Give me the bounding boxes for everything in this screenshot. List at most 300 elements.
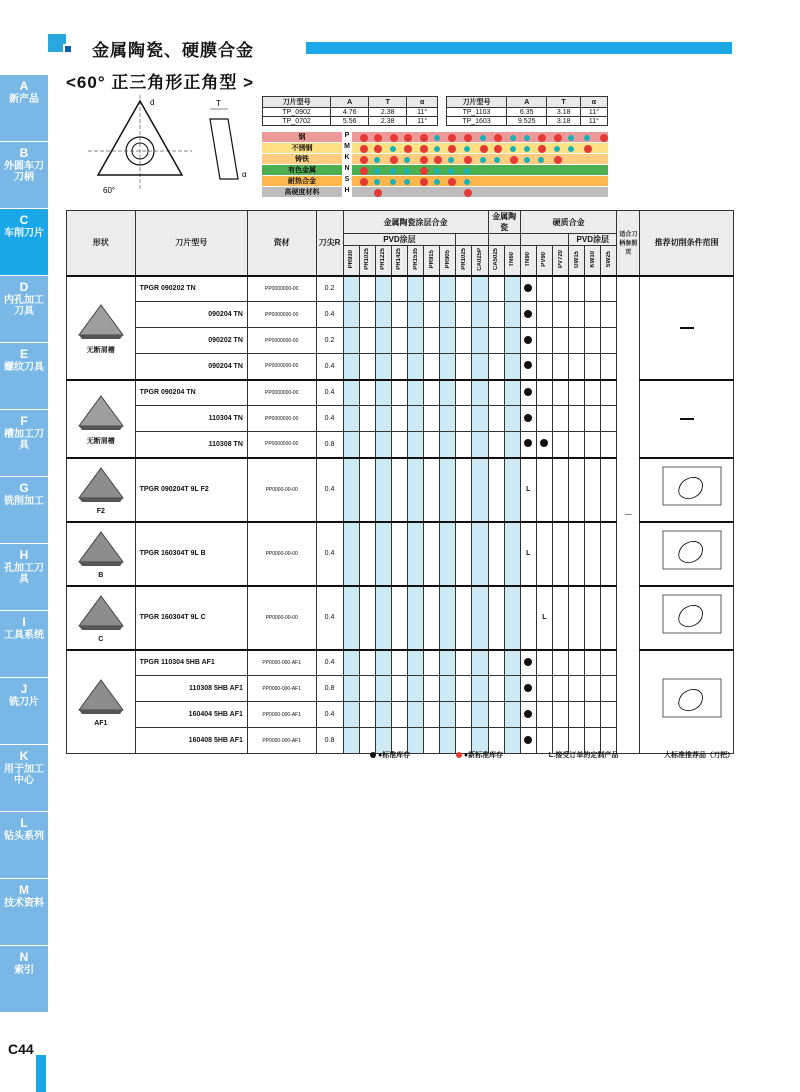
- suitability-teal-dot-icon: [404, 157, 410, 163]
- grade-header: [456, 246, 472, 276]
- grade-cell: [520, 702, 536, 728]
- insert-chip-icon: [76, 464, 126, 504]
- cutting-range-chart-icon: [649, 591, 725, 643]
- grade-cell: [407, 522, 423, 586]
- grade-cell: [569, 522, 585, 586]
- stock-dot-icon: [524, 388, 532, 396]
- grade-cell: [407, 302, 423, 328]
- chapter-tab-letter: D: [19, 280, 29, 294]
- chapter-tab-label: 内孔加工刀具: [4, 295, 44, 317]
- grade-header: [359, 246, 375, 276]
- header-group-cermet2: 金属陶瓷: [488, 211, 520, 234]
- chapter-tab-e[interactable]: [0, 343, 48, 410]
- model-cell: TPGR 090204T 9L F2: [135, 458, 247, 522]
- grade-cell: [569, 702, 585, 728]
- suitability-red-dot-icon: [360, 156, 368, 164]
- model-cell: TPGR 090202 TN: [135, 276, 247, 302]
- grade-cell: [601, 458, 617, 522]
- grade-cell: L: [520, 522, 536, 586]
- header-carbide-blank: [520, 234, 568, 246]
- grade-cell: [375, 522, 391, 586]
- chapter-tab-letter: M: [19, 883, 29, 897]
- grade-cell: [472, 650, 488, 676]
- grade-cell: [552, 354, 568, 380]
- grade-cell: [585, 458, 601, 522]
- suitability-teal-dot-icon: [524, 146, 530, 152]
- grade-cell: [552, 650, 568, 676]
- legend: [370, 750, 734, 760]
- chapter-tab-i[interactable]: [0, 611, 48, 678]
- chapter-tab-c[interactable]: [0, 209, 48, 276]
- suitability-teal-dot-icon: [374, 179, 380, 185]
- grade-label: CA5025: [493, 248, 500, 271]
- grade-label: PR1425: [396, 248, 403, 271]
- grade-cell: [504, 432, 520, 458]
- dims-header-cell: 刀片型号: [447, 97, 507, 108]
- chapter-tab-label: 槽加工刀具: [4, 429, 44, 451]
- suitability-teal-dot-icon: [390, 146, 396, 152]
- grade-header: [440, 246, 456, 276]
- grade-cell: [407, 380, 423, 406]
- radius-cell: 0.4: [316, 354, 343, 380]
- grade-cell: [440, 458, 456, 522]
- grade-cell: [359, 522, 375, 586]
- suitability-teal-dot-icon: [448, 168, 454, 174]
- grade-cell: [520, 676, 536, 702]
- material-band: [262, 154, 608, 165]
- grade-cell: [488, 380, 504, 406]
- suitability-red-dot-icon: [390, 134, 398, 142]
- grade-header: [536, 246, 552, 276]
- insert-chip-icon: [76, 676, 126, 716]
- suitability-red-dot-icon: [374, 134, 382, 142]
- suitability-red-dot-icon: [374, 189, 382, 197]
- grade-cell: [424, 522, 440, 586]
- suitability-red-dot-icon: [494, 145, 502, 153]
- suitability-teal-dot-icon: [480, 157, 486, 163]
- suitability-red-dot-icon: [510, 156, 518, 164]
- grade-cell: [424, 380, 440, 406]
- suitability-teal-dot-icon: [464, 146, 470, 152]
- stock-dot-icon: [524, 336, 532, 344]
- grade-cell: [456, 702, 472, 728]
- grade-cell: [343, 458, 359, 522]
- dims-header-cell: T: [547, 97, 580, 108]
- suitability-teal-dot-icon: [464, 179, 470, 185]
- grade-cell: [552, 522, 568, 586]
- header-model: 刀片型号: [135, 211, 247, 276]
- model-cell: 160408 5HB AF1: [135, 728, 247, 754]
- grade-cell: [343, 276, 359, 302]
- grade-cell: [343, 432, 359, 458]
- suitability-red-dot-icon: [420, 134, 428, 142]
- stock-dot-icon: [524, 710, 532, 718]
- dims-header-cell: α: [580, 97, 607, 108]
- grade-cell: [456, 380, 472, 406]
- chapter-tab-b[interactable]: [0, 142, 48, 209]
- t-label: T: [216, 99, 221, 108]
- suitability-red-dot-icon: [448, 145, 456, 153]
- grade-cell: [375, 354, 391, 380]
- grade-cell: [488, 354, 504, 380]
- grade-header: [504, 246, 520, 276]
- suitability-teal-dot-icon: [510, 146, 516, 152]
- grade-cell: [504, 586, 520, 650]
- stock-dot-icon: [524, 684, 532, 692]
- grade-label: GW15: [573, 250, 580, 268]
- grade-cell: [520, 328, 536, 354]
- insert-chip-icon: [76, 392, 126, 432]
- grade-cell: [359, 406, 375, 432]
- grade-cell: [569, 354, 585, 380]
- grade-cell: [552, 432, 568, 458]
- grade-cell: [472, 302, 488, 328]
- grade-cell: [359, 380, 375, 406]
- model-cell: TPGR 110304 5HB AF1: [135, 650, 247, 676]
- suitability-red-dot-icon: [464, 189, 472, 197]
- material-name: 铸铁: [295, 156, 309, 163]
- grade-cell: [424, 676, 440, 702]
- dims-cell: 6.35: [507, 108, 547, 117]
- grade-header: [552, 246, 568, 276]
- legend-new: ●新标准库存: [456, 750, 503, 760]
- chart-cell: [640, 380, 734, 458]
- grade-cell: [585, 328, 601, 354]
- header-pvd-blank: [456, 234, 488, 246]
- suitability-red-dot-icon: [404, 134, 412, 142]
- adapter-value: —: [624, 511, 632, 519]
- grade-cell: [552, 406, 568, 432]
- model-cell: 160404 5HB AF1: [135, 702, 247, 728]
- dims-row: [447, 117, 608, 126]
- code-cell: PP0000000-00: [247, 406, 316, 432]
- suitability-teal-dot-icon: [448, 157, 454, 163]
- header-pvd: PVD涂层: [343, 234, 456, 246]
- no-chart-dash-icon: [680, 327, 694, 329]
- chapter-tab-d[interactable]: [0, 276, 48, 343]
- chapter-tab-g[interactable]: [0, 477, 48, 544]
- grade-cell: [456, 302, 472, 328]
- grade-cell: [424, 354, 440, 380]
- grade-cell: [359, 328, 375, 354]
- shape-label: C: [98, 636, 104, 643]
- grade-cell: [520, 586, 536, 650]
- radius-cell: 0.4: [316, 406, 343, 432]
- radius-cell: 0.2: [316, 276, 343, 302]
- suitability-red-dot-icon: [360, 167, 368, 175]
- dims-cell: 2.38: [369, 117, 407, 126]
- grade-cell: [601, 586, 617, 650]
- radius-cell: 0.4: [316, 380, 343, 406]
- grade-cell: [585, 302, 601, 328]
- grade-cell: [504, 328, 520, 354]
- suitability-teal-dot-icon: [434, 135, 440, 141]
- grade-cell: [343, 586, 359, 650]
- suitability-teal-dot-icon: [568, 135, 574, 141]
- header-radius: 刀尖R: [316, 211, 343, 276]
- suitability-red-dot-icon: [420, 178, 428, 186]
- code-cell: PP0000000-00: [247, 380, 316, 406]
- grade-cell: [552, 586, 568, 650]
- stock-dot-icon: [540, 439, 548, 447]
- shape-cell: [67, 380, 136, 458]
- grade-cell: [601, 702, 617, 728]
- suitability-teal-dot-icon: [390, 168, 396, 174]
- chapter-tab-j[interactable]: [0, 678, 48, 745]
- shape-label: AF1: [94, 720, 108, 728]
- insert-table: [66, 210, 734, 754]
- grade-cell: [585, 406, 601, 432]
- grade-cell: [536, 676, 552, 702]
- grade-cell: [488, 586, 504, 650]
- grade-cell: [407, 650, 423, 676]
- grade-cell: [569, 676, 585, 702]
- code-cell: PP0000000-00: [247, 276, 316, 302]
- chapter-tab-label: 铣削加工: [4, 496, 44, 507]
- grade-cell: [343, 406, 359, 432]
- grade-cell: [488, 432, 504, 458]
- chart-cell: [640, 650, 734, 754]
- grade-cell: [456, 354, 472, 380]
- suitability-red-dot-icon: [554, 156, 562, 164]
- shape-label: 无断屑槽: [86, 346, 115, 354]
- grade-cell: [504, 354, 520, 380]
- grade-header: [585, 246, 601, 276]
- grade-header: [343, 246, 359, 276]
- suitability-red-dot-icon: [448, 178, 456, 186]
- chapter-tab-letter: C: [19, 213, 29, 227]
- grade-cell: [440, 328, 456, 354]
- grade-cell: [601, 522, 617, 586]
- legend-custom: L:接受订单的定制产品: [548, 752, 619, 759]
- suitability-red-dot-icon: [420, 167, 428, 175]
- grade-cell: [488, 328, 504, 354]
- dimension-table-right: [446, 96, 608, 126]
- grade-cell: [472, 432, 488, 458]
- chapter-tab-letter: B: [19, 146, 29, 160]
- chapter-tab-l[interactable]: [0, 812, 48, 879]
- grade-cell: [391, 650, 407, 676]
- cutting-range-chart-icon: [649, 463, 725, 515]
- grade-cell: [552, 328, 568, 354]
- grade-cell: [440, 354, 456, 380]
- model-cell: TPGR 160304T 9L B: [135, 522, 247, 586]
- material-band: [262, 187, 608, 198]
- suitability-red-dot-icon: [420, 145, 428, 153]
- grade-cell: [391, 432, 407, 458]
- header-group-carbide: 硬质合金: [520, 211, 617, 234]
- material-code: K: [342, 154, 352, 164]
- stock-dot-icon: [524, 658, 532, 666]
- radius-cell: 0.8: [316, 432, 343, 458]
- chapter-tab-letter: F: [20, 414, 28, 428]
- grade-cell: [488, 276, 504, 302]
- grade-cell: [488, 458, 504, 522]
- grade-cell: [407, 432, 423, 458]
- grade-cell: [520, 432, 536, 458]
- material-code: S: [342, 176, 352, 186]
- dims-row: [263, 108, 438, 117]
- grade-cell: [424, 328, 440, 354]
- model-cell: 110308 TN: [135, 432, 247, 458]
- grade-cell: [375, 328, 391, 354]
- grade-cell: [520, 276, 536, 302]
- grade-cell: [552, 676, 568, 702]
- grade-cell: [359, 276, 375, 302]
- chapter-tab-label: 钻头系列: [4, 831, 44, 842]
- grade-cell: [536, 522, 552, 586]
- chapter-tab-m[interactable]: [0, 879, 48, 946]
- chapter-tab-label: 技术资料: [4, 898, 44, 909]
- suitability-red-dot-icon: [434, 156, 442, 164]
- grade-cell: [440, 380, 456, 406]
- suitability-red-dot-icon: [554, 134, 562, 142]
- material-band: [262, 176, 608, 187]
- suitability-red-dot-icon: [600, 134, 608, 142]
- grade-cell: [456, 406, 472, 432]
- radius-cell: 0.4: [316, 458, 343, 522]
- grade-cell: [424, 302, 440, 328]
- grade-cell: [440, 676, 456, 702]
- grade-cell: [585, 702, 601, 728]
- grade-cell: [391, 458, 407, 522]
- material-name: 耐热合金: [288, 178, 316, 185]
- grade-cell: [601, 302, 617, 328]
- grade-cell: [375, 676, 391, 702]
- grade-cell: [569, 328, 585, 354]
- grade-cell: [375, 302, 391, 328]
- grade-cell: [552, 302, 568, 328]
- grade-cell: [536, 650, 552, 676]
- chapter-tab-label: 铣刀片: [9, 697, 39, 708]
- suitability-teal-dot-icon: [568, 146, 574, 152]
- material-code: N: [342, 165, 352, 175]
- grade-cell: [472, 702, 488, 728]
- material-suitability-dots: [352, 143, 608, 153]
- material-name: 不锈钢: [291, 145, 313, 152]
- grade-cell: [601, 676, 617, 702]
- shape-cell: [67, 650, 136, 754]
- grade-cell: [359, 586, 375, 650]
- stock-dot-icon: [524, 414, 532, 422]
- dims-cell: 4.76: [331, 108, 369, 117]
- grade-cell: [343, 380, 359, 406]
- grade-cell: [343, 354, 359, 380]
- grade-cell: [520, 354, 536, 380]
- grade-cell: [343, 728, 359, 754]
- grade-cell: [343, 650, 359, 676]
- header-square-small-icon: [63, 44, 73, 54]
- stock-dot-icon: [524, 439, 532, 447]
- dims-cell: TP_1103: [447, 108, 507, 117]
- chapter-tab-f[interactable]: [0, 410, 48, 477]
- chapter-tab-letter: E: [19, 347, 28, 361]
- grade-cell: [407, 276, 423, 302]
- radius-cell: 0.4: [316, 586, 343, 650]
- chart-cell: [640, 522, 734, 586]
- grade-cell: [569, 650, 585, 676]
- chart-cell: [640, 586, 734, 650]
- grade-cell: [585, 380, 601, 406]
- grade-cell: [536, 354, 552, 380]
- suitability-red-dot-icon: [360, 134, 368, 142]
- grade-cell: [359, 702, 375, 728]
- no-chart-dash-icon: [680, 418, 694, 420]
- suitability-teal-dot-icon: [538, 157, 544, 163]
- grade-cell: [488, 406, 504, 432]
- grade-cell: [488, 522, 504, 586]
- header-chart: 推荐切削条件范围: [640, 211, 734, 276]
- cutting-range-chart-icon: [649, 675, 725, 727]
- code-cell: PP0000-000-AF1: [247, 728, 316, 754]
- grade-cell: [520, 302, 536, 328]
- dims-cell: 11°: [407, 108, 438, 117]
- chapter-tab-a[interactable]: [0, 75, 48, 142]
- grade-cell: [456, 676, 472, 702]
- model-cell: 110304 TN: [135, 406, 247, 432]
- suitability-red-dot-icon: [538, 134, 546, 142]
- chapter-tab-h[interactable]: [0, 544, 48, 611]
- chapter-tab-letter: H: [19, 548, 29, 562]
- chapter-tab-k[interactable]: [0, 745, 48, 812]
- dims-cell: TP_1603: [447, 117, 507, 126]
- grade-cell: [375, 406, 391, 432]
- model-cell: 090202 TN: [135, 328, 247, 354]
- code-cell: PP0000-000-AF1: [247, 702, 316, 728]
- model-cell: TPGR 160304T 9L C: [135, 586, 247, 650]
- d-label: d: [150, 98, 155, 107]
- adapter-cell: [617, 276, 640, 754]
- suitability-teal-dot-icon: [464, 168, 470, 174]
- shape-label: 无断屑槽: [86, 437, 115, 445]
- grade-label: PV720: [557, 250, 564, 269]
- suitability-red-dot-icon: [538, 145, 546, 153]
- grade-cell: [359, 458, 375, 522]
- grade-cell: [601, 354, 617, 380]
- grade-cell: [456, 650, 472, 676]
- material-name: 有色金属: [288, 167, 316, 174]
- grade-cell: [585, 522, 601, 586]
- grade-cell: [536, 432, 552, 458]
- grade-label: TN90: [525, 251, 532, 267]
- grade-header: [472, 246, 488, 276]
- grade-cell: [569, 380, 585, 406]
- dims-row: [447, 108, 608, 117]
- insert-chip-icon: [76, 592, 126, 632]
- grade-cell: [536, 458, 552, 522]
- grade-cell: [407, 458, 423, 522]
- dims-cell: 11°: [580, 117, 607, 126]
- suitability-red-dot-icon: [464, 156, 472, 164]
- suitability-red-dot-icon: [584, 145, 592, 153]
- dims-cell: 3.18: [547, 108, 580, 117]
- grade-cell: [504, 650, 520, 676]
- grade-label: PR1225: [380, 248, 387, 271]
- grade-label: PR1025: [460, 248, 467, 271]
- page-number: C44: [8, 1041, 34, 1057]
- material-code: M: [342, 143, 352, 153]
- grade-cell: [488, 650, 504, 676]
- grade-cell: [391, 380, 407, 406]
- grade-label: PR930: [348, 250, 355, 269]
- grade-label: PR1535: [412, 248, 419, 271]
- suitability-red-dot-icon: [480, 145, 488, 153]
- chapter-tab-letter: N: [19, 950, 29, 964]
- grade-cell: [391, 406, 407, 432]
- chapter-tab-n[interactable]: [0, 946, 48, 1013]
- grade-label: TN60: [509, 251, 516, 267]
- grade-cell: [424, 432, 440, 458]
